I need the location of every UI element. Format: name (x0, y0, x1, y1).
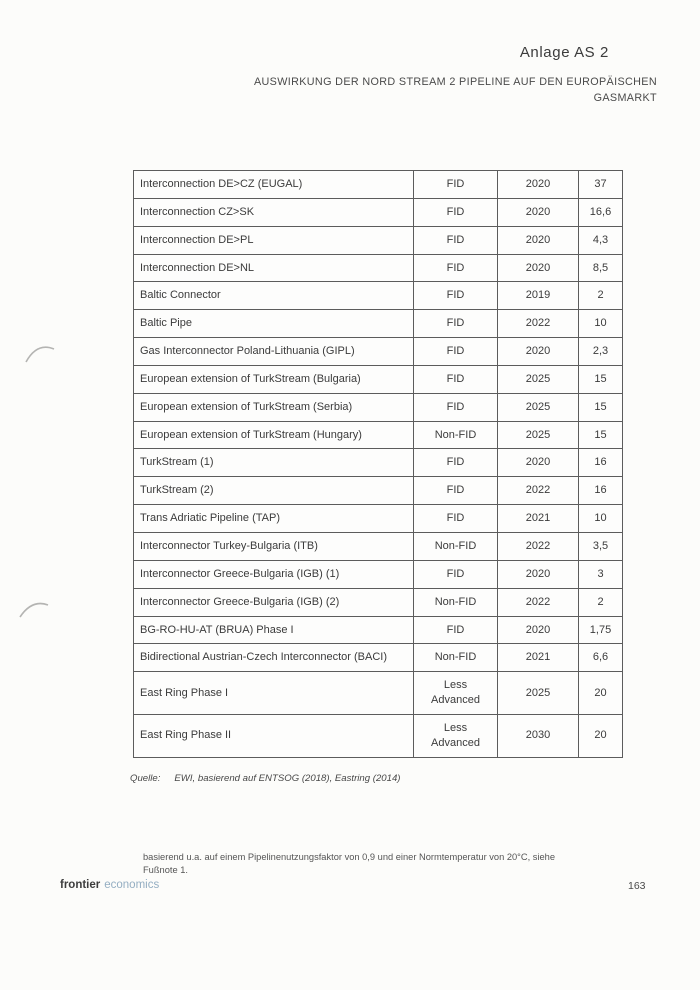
table-row (134, 644, 623, 672)
cell-status: FID (414, 477, 498, 505)
cell-name: Interconnector Greece-Bulgaria (IGB) (1) (134, 560, 414, 588)
cell-value: 2,3 (579, 338, 623, 366)
table-row (134, 310, 623, 338)
table-row (134, 532, 623, 560)
cell-status: FID (414, 226, 498, 254)
footer-brand (60, 879, 159, 891)
cell-year: 2021 (498, 644, 579, 672)
cell-year: 2025 (498, 672, 579, 715)
scan-artifact-curve (24, 340, 56, 366)
cell-name: Interconnection DE>PL (134, 226, 414, 254)
cell-status: FID (414, 560, 498, 588)
cell-name: Bidirectional Austrian-Czech Interconnector (BACI) (134, 644, 414, 672)
table-row (134, 449, 623, 477)
cell-value: 2 (579, 282, 623, 310)
cell-name: Interconnection DE>NL (134, 254, 414, 282)
cell-name: Baltic Connector (134, 282, 414, 310)
footer-brand-primary: frontier (60, 879, 101, 891)
cell-name: Trans Adriatic Pipeline (TAP) (134, 505, 414, 533)
cell-year: 2025 (498, 421, 579, 449)
document-title (254, 74, 657, 106)
cell-status: FID (414, 198, 498, 226)
cell-year: 2020 (498, 226, 579, 254)
cell-value: 15 (579, 421, 623, 449)
cell-year: 2020 (498, 198, 579, 226)
table-row (134, 282, 623, 310)
cell-year: 2020 (498, 338, 579, 366)
cell-value: 16,6 (579, 198, 623, 226)
cell-name: European extension of TurkStream (Bulgaria) (134, 365, 414, 393)
cell-status: FID (414, 449, 498, 477)
cell-status: FID (414, 338, 498, 366)
cell-year: 2022 (498, 310, 579, 338)
table-row (134, 254, 623, 282)
table-row (134, 477, 623, 505)
document-title-line1: AUSWIRKUNG DER NORD STREAM 2 PIPELINE AUF DEN EUROPÄISCHEN (253, 76, 657, 88)
cell-name: TurkStream (1) (134, 449, 414, 477)
cell-year: 2020 (498, 171, 579, 199)
cell-name: Interconnection DE>CZ (EUGAL) (134, 171, 414, 199)
cell-name: European extension of TurkStream (Serbia) (134, 393, 414, 421)
cell-year: 2022 (498, 588, 579, 616)
cell-status: Non-FID (414, 588, 498, 616)
cell-value: 16 (579, 477, 623, 505)
cell-name: Interconnector Turkey-Bulgaria (ITB) (134, 532, 414, 560)
cell-value: 15 (579, 365, 623, 393)
cell-year: 2022 (498, 532, 579, 560)
cell-status: Non-FID (414, 421, 498, 449)
cell-value: 20 (579, 672, 623, 715)
source-text: EWI, basierend auf ENTSOG (2018), Eastring (2014) (174, 773, 401, 784)
cell-name: Interconnection CZ>SK (134, 198, 414, 226)
cell-value: 3,5 (579, 532, 623, 560)
cell-value: 8,5 (579, 254, 623, 282)
cell-status: FID (414, 171, 498, 199)
table-row (134, 365, 623, 393)
cell-status: FID (414, 254, 498, 282)
cell-status: Non-FID (414, 644, 498, 672)
cell-name: Gas Interconnector Poland-Lithuania (GIPL) (134, 338, 414, 366)
footnote: basierend u.a. auf einem Pipelinenutzungsfaktor von 0,9 und einer Normtemperatur von 20°C, siehe Fußnote 1. (143, 852, 555, 876)
pipeline-table-body (134, 171, 623, 758)
cell-year: 2025 (498, 365, 579, 393)
cell-year: 2019 (498, 282, 579, 310)
cell-name: East Ring Phase II (134, 714, 414, 757)
cell-status: FID (414, 365, 498, 393)
table-row (134, 421, 623, 449)
cell-value: 10 (579, 310, 623, 338)
document-title-line2: GASMARKT (593, 92, 657, 105)
cell-name: Baltic Pipe (134, 310, 414, 338)
annex-label: Anlage AS 2 (519, 44, 609, 61)
table-row (134, 616, 623, 644)
cell-name: East Ring Phase I (134, 672, 414, 715)
table-row (134, 226, 623, 254)
cell-status: FID (414, 616, 498, 644)
cell-status: Less Advanced (414, 714, 498, 757)
cell-name: TurkStream (2) (134, 477, 414, 505)
cell-year: 2020 (498, 616, 579, 644)
cell-status: Less Advanced (414, 672, 498, 715)
table-row (134, 505, 623, 533)
cell-value: 20 (579, 714, 623, 757)
footer-brand-secondary: economics (104, 879, 160, 891)
scan-artifact-curve (18, 597, 50, 621)
table-row (134, 198, 623, 226)
cell-name: European extension of TurkStream (Hungary) (134, 421, 414, 449)
table-row (134, 338, 623, 366)
cell-status: FID (414, 282, 498, 310)
page-number: 163 (628, 880, 646, 892)
pipeline-table (133, 170, 623, 758)
cell-value: 10 (579, 505, 623, 533)
cell-value: 3 (579, 560, 623, 588)
cell-year: 2020 (498, 560, 579, 588)
table-row (134, 560, 623, 588)
table-row (134, 672, 623, 715)
table-row (134, 393, 623, 421)
cell-year: 2020 (498, 254, 579, 282)
cell-status: FID (414, 393, 498, 421)
cell-value: 2 (579, 588, 623, 616)
cell-year: 2025 (498, 393, 579, 421)
cell-year: 2021 (498, 505, 579, 533)
source-line (130, 773, 401, 784)
cell-status: Non-FID (414, 532, 498, 560)
cell-name: Interconnector Greece-Bulgaria (IGB) (2) (134, 588, 414, 616)
page-header (254, 44, 657, 106)
cell-name: BG-RO-HU-AT (BRUA) Phase I (134, 616, 414, 644)
cell-value: 16 (579, 449, 623, 477)
source-label: Quelle: (130, 773, 161, 784)
table-row (134, 588, 623, 616)
cell-year: 2030 (498, 714, 579, 757)
cell-value: 37 (579, 171, 623, 199)
cell-year: 2022 (498, 477, 579, 505)
cell-status: FID (414, 505, 498, 533)
cell-value: 6,6 (579, 644, 623, 672)
cell-status: FID (414, 310, 498, 338)
table-row (134, 171, 623, 199)
cell-value: 1,75 (579, 616, 623, 644)
table-row (134, 714, 623, 757)
cell-value: 4,3 (579, 226, 623, 254)
cell-year: 2020 (498, 449, 579, 477)
cell-value: 15 (579, 393, 623, 421)
